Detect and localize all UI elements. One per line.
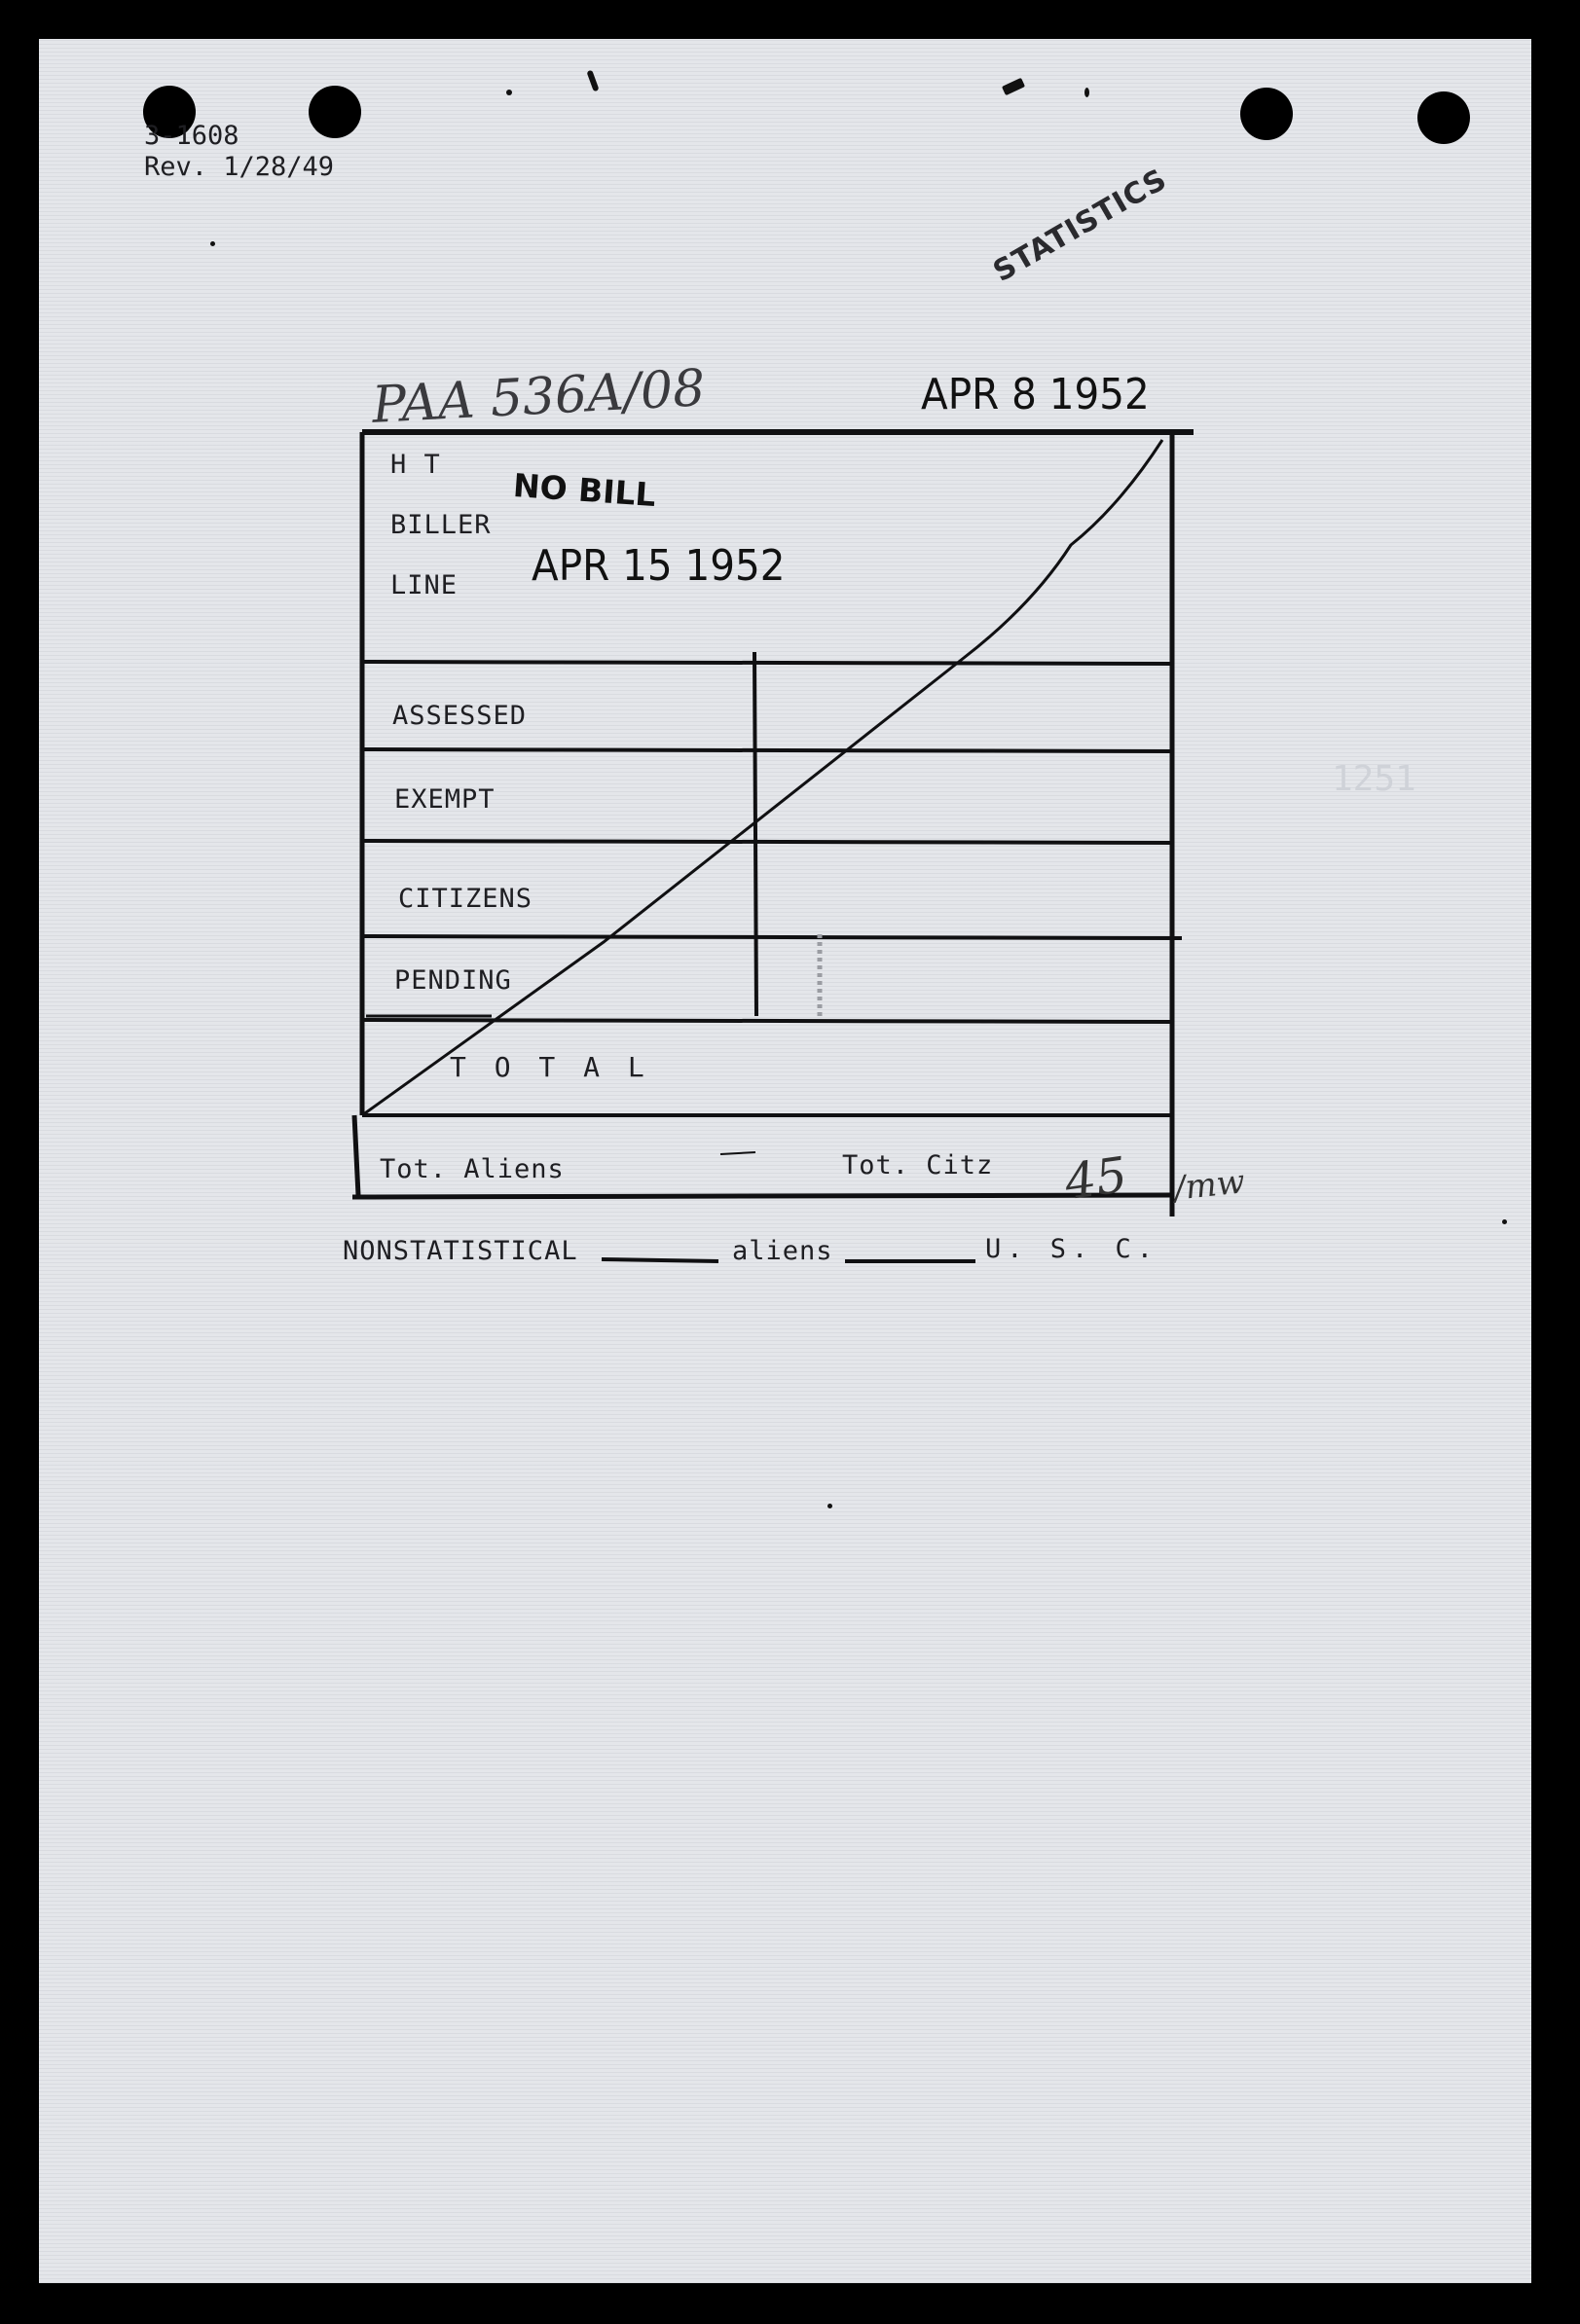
file-reference-handwritten: PAA 536A/08 [370,359,707,435]
no-bill-stamp: NO BILL [511,465,657,515]
citizens-label: CITIZENS [398,884,533,914]
assessed-label: ASSESSED [392,701,528,731]
ht-label: H T [390,450,441,480]
total-label: T O T A L [450,1051,650,1083]
total-aliens-label: Tot. Aliens [380,1154,565,1184]
pending-label: PENDING [394,965,512,996]
statistics-stamp: STATISTICS [987,162,1173,289]
biller-label: BILLER [390,510,492,540]
line-label: LINE [390,570,459,600]
usc-label: U. S. C. [985,1234,1159,1264]
aliens-label: aliens [732,1236,833,1266]
citizens-count-handwritten: 45 [1061,1145,1131,1212]
received-date-stamp: APR 8 1952 [921,370,1150,419]
total-citizens-label: Tot. Citz [842,1150,994,1180]
form-revision: Rev. 1/28/49 [144,152,335,182]
faint-mark: 1251 [1332,759,1416,799]
exempt-label: EXEMPT [394,784,496,815]
initials-handwritten: /mw [1172,1162,1247,1209]
nonstatistical-label: NONSTATISTICAL [343,1236,578,1266]
form-number: 3-1608 [144,121,239,151]
billed-date-stamp: APR 15 1952 [532,541,786,591]
